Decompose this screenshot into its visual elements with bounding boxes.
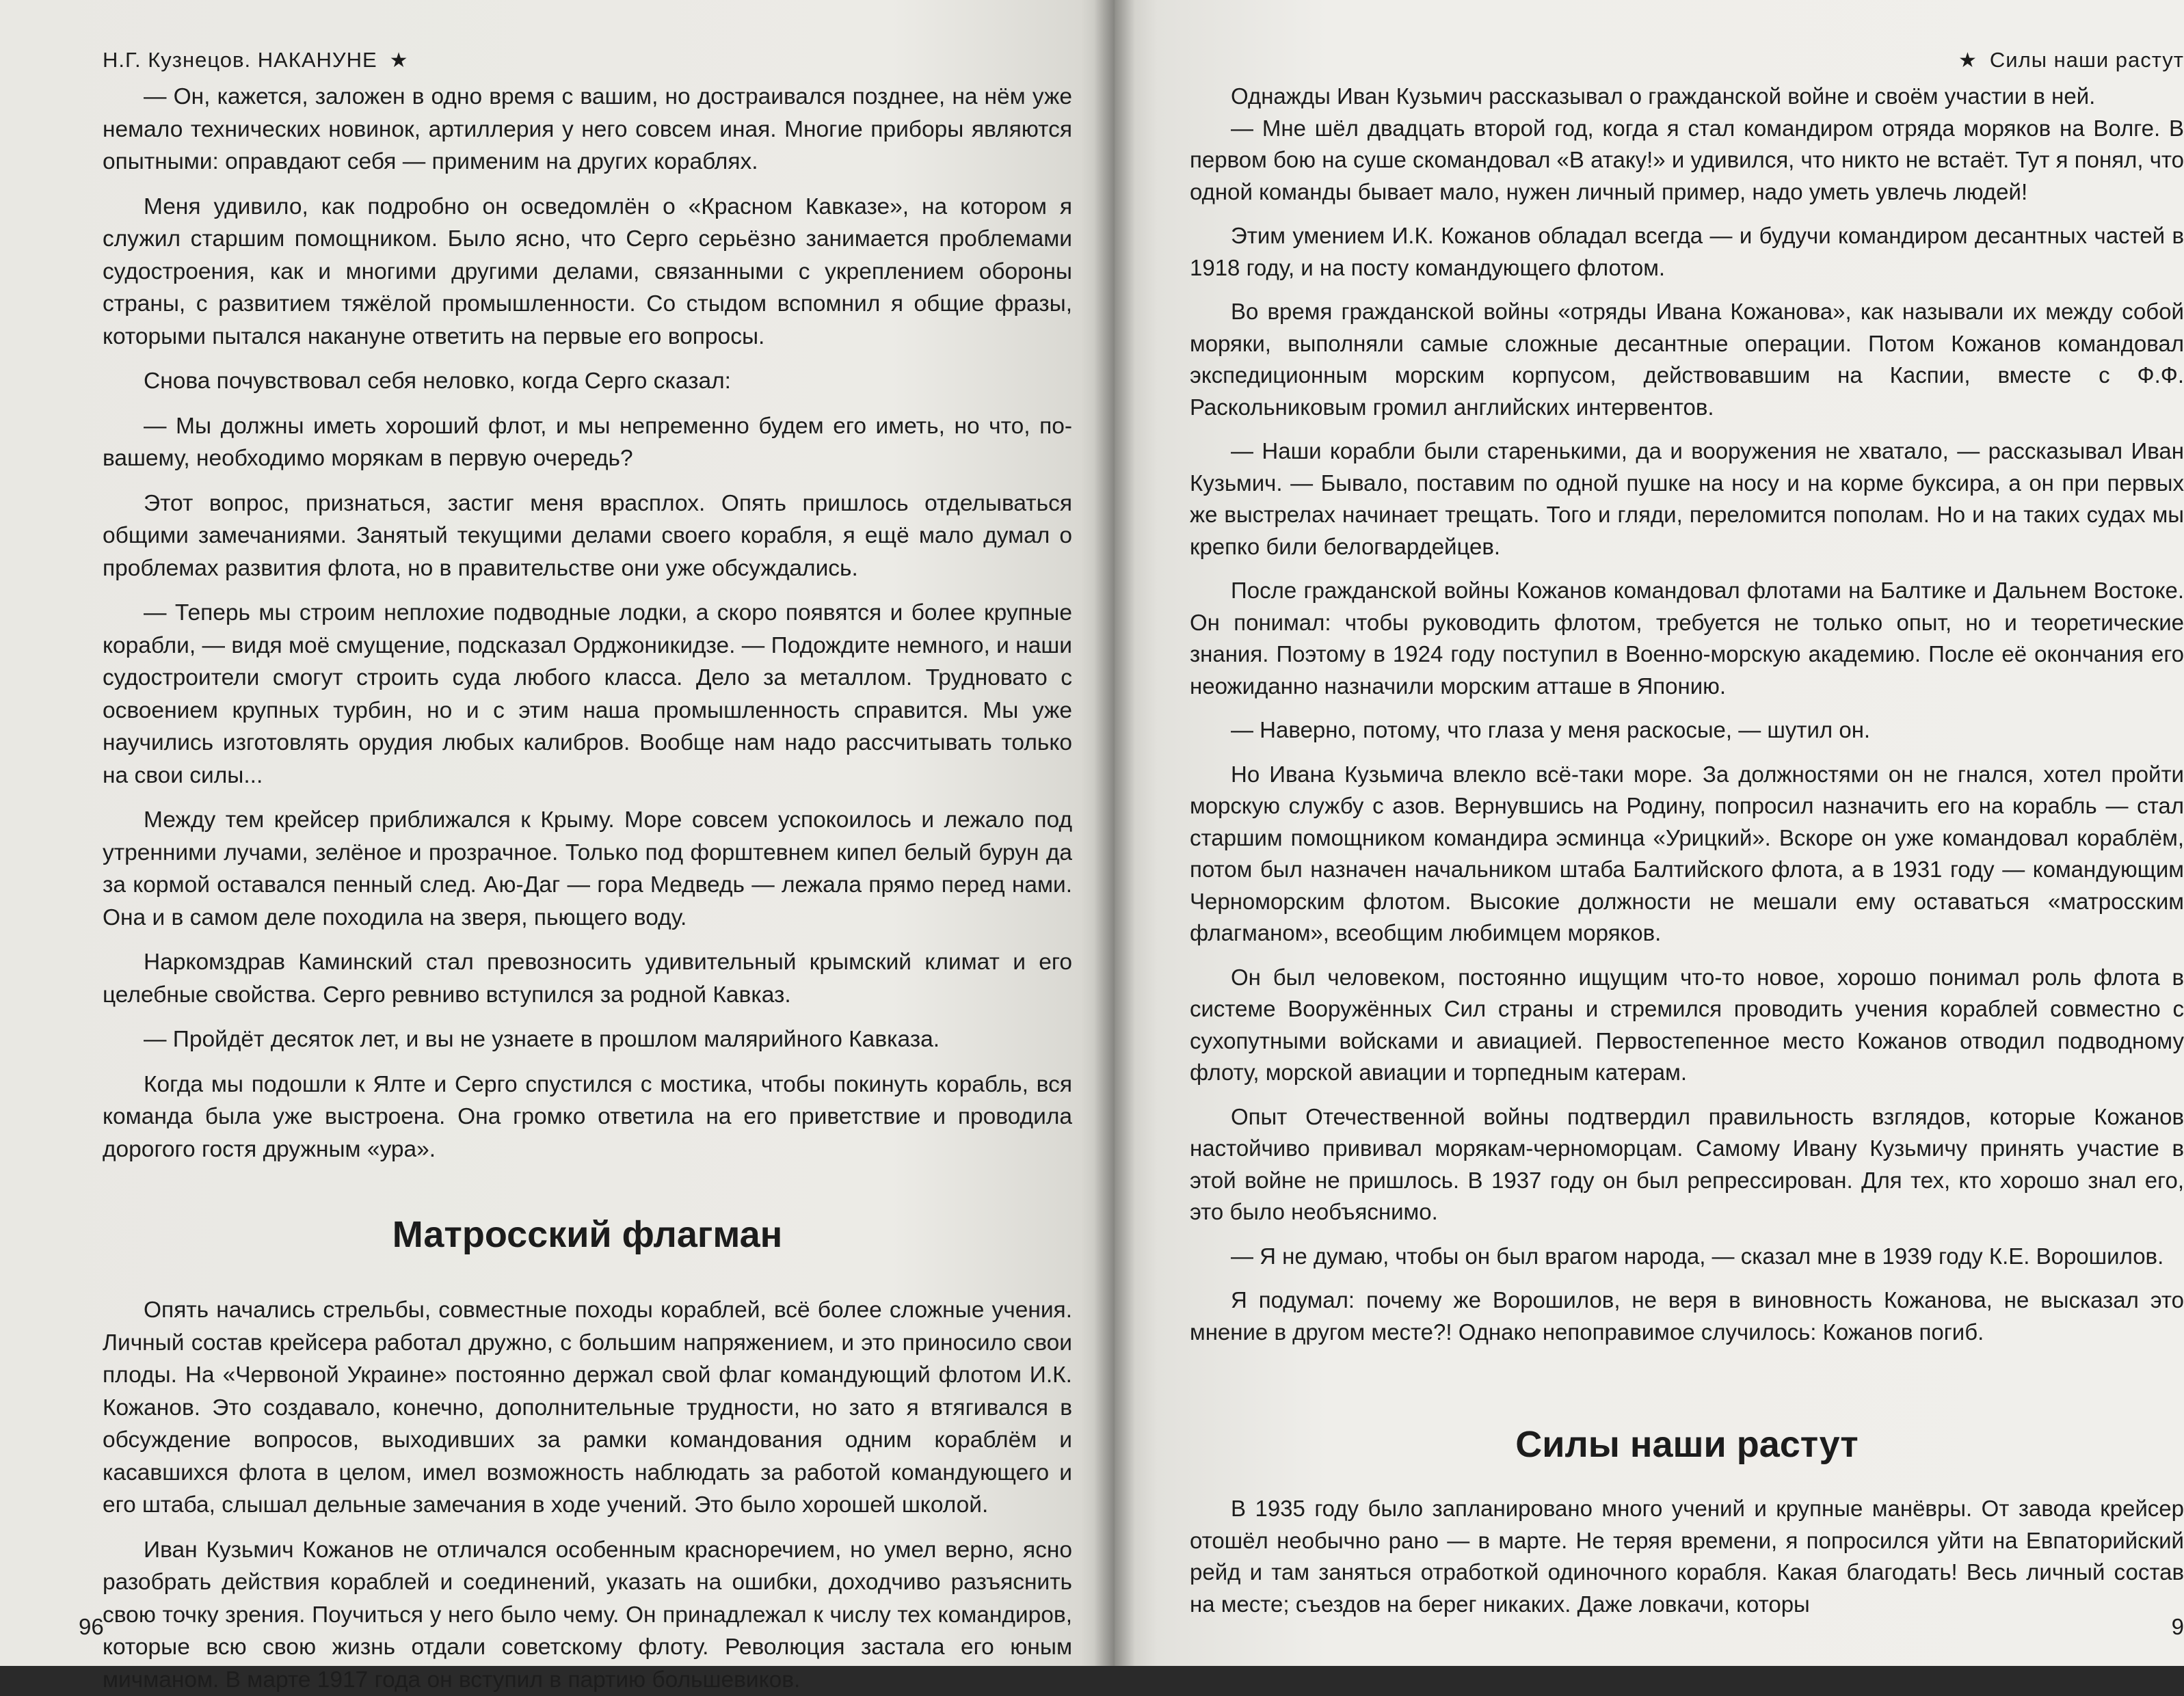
left-section-paragraph: Иван Кузьмич Кожанов не отличался особенным красноречием, но умел верно, ясно разобрать действия кораблей и соединений, указать на ошибки, доходчиво разъяснить свою точку зрения. Поучиться у него было чему. Он принадлежал к числу тех командиров, которые всю свою жизнь отдали советскому флоту. Революция застала его юным мичманом. В марте 1917 года он вступил в партию большевиков.	[103, 1534, 1072, 1696]
right-paragraph: — Наверно, потому, что глаза у меня раскосые, — шутил он.	[1190, 714, 2184, 746]
book-gutter-shadow	[1094, 0, 1135, 1666]
left-paragraph: Снова почувствовал себя неловко, когда Серго сказал:	[103, 365, 1072, 398]
right-paragraph: — Наши корабли были старенькими, да и вооружения не хватало, — рассказывал Иван Кузьмич. — Бывало, поставим по одной пушке на носу и на корме буксира, а он при первых же выстрелах начинает трещать. Того и гляди, переломится пополам. Но и на таких судах мы крепко били белогвардейцев.	[1190, 435, 2184, 563]
right-section-title: Силы наши растут	[1190, 1423, 2184, 1466]
left-section-paragraph: Опять начались стрельбы, совместные походы кораблей, всё более сложные учения. Личный состав крейсера работал дружно, с большим напряжением, и это приносило свои плоды. На «Червоной Украине» постоянно держал свой флаг командующий флотом И.К. Кожанов. Это создавало, конечно, дополнительные трудности, но зато я втягивался в обсуждение вопросов, выходивших за рамки командования одним кораблём и касавшихся флота в целом, имел возможность наблюдать за работой командующего и его штаба, слышал дельные замечания в ходе учений. Это было хорошей школой.	[103, 1294, 1072, 1522]
right-star-icon: ★	[1958, 49, 1977, 72]
left-paragraph: Когда мы подошли к Ялте и Серго спустился с мостика, чтобы покинуть корабль, вся команда была уже выстроена. Она громко ответила на его приветствие и проводила дорогого гостя дружным «ура».	[103, 1068, 1072, 1166]
right-running-head	[1190, 40, 2184, 81]
right-paragraph: Этим умением И.К. Кожанов обладал всегда — и будучи командиром десантных частей в 1918 году, и на посту командующего флотом.	[1190, 220, 2184, 284]
left-running-head	[103, 40, 1072, 81]
left-paragraph: Меня удивило, как подробно он осведомлён о «Красном Кавказе», на котором я служил старшим помощником. Было ясно, что Серго серьёзно занимается проблемами судостроения, как и многими другими делами, связанными с укреплением обороны страны, с развитием тяжёлой промышленности. Со стыдом вспомнил я общие фразы, которыми пытался накануне ответить на первые его вопросы.	[103, 191, 1072, 353]
right-paragraph: — Я не думаю, чтобы он был врагом народа, — сказал мне в 1939 году К.Е. Ворошилов.	[1190, 1241, 2184, 1273]
left-running-head-title: Н.Г. Кузнецов. НАКАНУНЕ	[103, 48, 377, 72]
right-paragraph: Но Ивана Кузьмича влекло всё-таки море. За должностями он не гнался, хотел пройти морскую службу с азов. Вернувшись на Родину, попросил назначить его на корабль — стал старшим помощником командира эсминца «Урицкий». Вскоре он уже командовал кораблём, потом был назначен начальником штаба Балтийского флота, а в 1931 году — командующим Черноморским флотом. Высокие должности не мешали ему оставаться «матросским флагманом», всеобщим любимцем моряков.	[1190, 759, 2184, 950]
right-paragraph: Опыт Отечественной войны подтвердил правильность взглядов, которые Кожанов настойчиво прививал морякам-черноморцам. Самому Ивану Кузьмичу принять участие в этой войне не пришлось. В 1937 году он был репрессирован. Для тех, кто хорошо знал его, это было необъяснимо.	[1190, 1101, 2184, 1228]
right-paragraph: — Мне шёл двадцать второй год, когда я стал командиром отряда моряков на Волге. В первом бою на суше скомандовал «В атаку!» и удивился, что никто не встаёт. Тут я понял, что одной команды бывает мало, нужен личный пример, надо уметь увлечь людей!	[1190, 113, 2184, 208]
left-text-block	[103, 81, 1072, 1166]
right-text-block	[1190, 81, 2184, 1348]
right-running-head-title: Силы наши растут	[1990, 48, 2184, 72]
right-paragraph: После гражданской войны Кожанов командовал флотами на Балтике и Дальнем Востоке. Он понимал: чтобы руководить флотом, требуется не только опыт, но и теоретические знания. Поэтому в 1924 году поступил в Военно-морскую академию. После её окончания его неожиданно назначили морским атташе в Японию.	[1190, 575, 2184, 702]
left-paragraph: Между тем крейсер приближался к Крыму. Море совсем успокоилось и лежало под утренними лучами, зелёное и прозрачное. Только под форштевнем кипел белый бурун да за кормой оставался пенный след. Аю-Даг — гора Медведь — лежала прямо перед нами. Она и в самом деле походила на зверя, пьющего воду.	[103, 804, 1072, 934]
left-page-number: 96	[79, 1614, 104, 1640]
right-paragraph: Я подумал: почему же Ворошилов, не веря в виновность Кожанова, не высказал это мнение в другом месте?! Однако непоправимое случилось: Кожанов погиб.	[1190, 1284, 2184, 1348]
right-page-number: 9	[2172, 1614, 2184, 1640]
left-paragraph: Этот вопрос, признаться, застиг меня врасплох. Опять пришлось отделываться общими замечаниями. Занятый текущими делами своего корабля, я ещё мало думал о проблемах развития флота, но в правительстве они уже обсуждались.	[103, 487, 1072, 585]
left-paragraph: — Теперь мы строим неплохие подводные лодки, а скоро появятся и более крупные корабли, — видя моё смущение, подсказал Орджоникидзе. — Подождите немного, и наши судостроители смогут строить суда любого класса. Дело за металлом. Трудновато с освоением крупных турбин, но и с этим наша промышленность справится. Мы уже научились изготовлять орудия любых калибров. Вообще нам надо рассчитывать только на свои силы...	[103, 597, 1072, 792]
right-section-paragraph: В 1935 году было запланировано много учений и крупные манёвры. От завода крейсер отошёл необычно рано — в марте. Не теряя времени, я попросился уйти на Евпаторийский рейд и там заняться отработкой одиночного корабля. Какая благодать! Весь личный состав на месте; съездов на берег никаких. Даже ловкачи, которы	[1190, 1493, 2184, 1620]
right-paragraph: Однажды Иван Кузьмич рассказывал о гражданской войне и своём участии в ней.	[1190, 81, 2184, 113]
left-section-text	[103, 1294, 1072, 1696]
right-paragraph: Во время гражданской войны «отряды Ивана Кожанова», как называли их между собой моряки, выполняли самые сложные десантные операции. Потом Кожанов командовал экспедиционным морским корпусом, действовавшим на Каспии, вместе с Ф.Ф. Раскольниковым громил английских интервентов.	[1190, 296, 2184, 423]
left-paragraph: — Пройдёт десяток лет, и вы не узнаете в прошлом малярийного Кавказа.	[103, 1023, 1072, 1056]
left-section-title: Матросский флагман	[103, 1213, 1072, 1256]
left-star-icon: ★	[390, 49, 409, 72]
left-paragraph: Наркомздрав Каминский стал превозносить удивительный крымский климат и его целебные свойства. Серго ревниво вступился за родной Кавказ.	[103, 946, 1072, 1011]
right-section-text	[1190, 1493, 2184, 1620]
right-page	[1115, 0, 2184, 1666]
right-paragraph: Он был человеком, постоянно ищущим что-то новое, хорошо понимал роль флота в системе Вооружённых Сил страны и стремился проводить учения кораблей совместно с сухопутными войсками и авиацией. Первостепенное место Кожанов отводил подводному флоту, морской авиации и торпедным катерам.	[1190, 962, 2184, 1089]
left-paragraph: — Мы должны иметь хороший флот, и мы непременно будем его иметь, но что, по-вашему, необходимо морякам в первую очередь?	[103, 410, 1072, 475]
left-paragraph: — Он, кажется, заложен в одно время с вашим, но достраивался позднее, на нём уже немало технических новинок, артиллерия у него совсем иная. Многие приборы являются опытными: оправдают себя — применим на других кораблях.	[103, 81, 1072, 178]
